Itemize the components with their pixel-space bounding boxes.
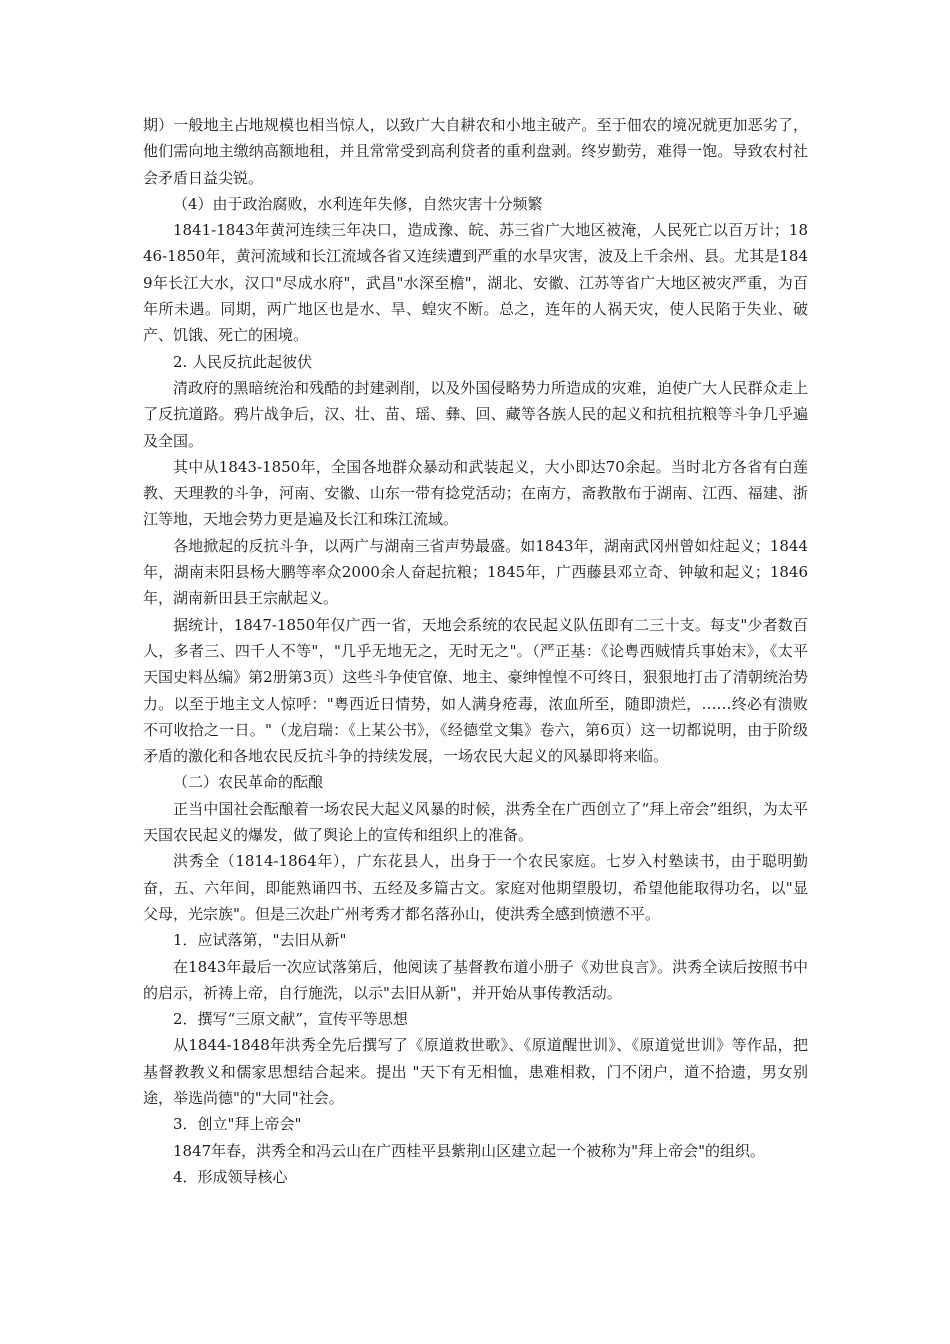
paragraph: 其中从1843-1850年，全国各地群众暴动和武装起义，大小即达70余起。当时北方各省有白莲教、天理教的斗争，河南、安徽、山东一带有捻党活动；在南方，斋教散布于湖南、江西、福建、浙江等地，天地会势力更是遍及长江和珠江流域。 <box>143 457 808 529</box>
paragraph: 各地掀起的反抗斗争，以两广与湖南三省声势最盛。如1843年，湖南武冈州曾如炷起义；1844年，湖南耒阳县杨大鹏等率众2000余人奋起抗粮；1845年，广西藤县邓立奇、钟敏和起义；1846年，湖南新田县王宗献起义。 <box>143 536 808 608</box>
paragraph: 据统计，1847-1850年仅广西一省，天地会系统的农民起义队伍即有二三十支。每支"少者数百人，多者三、四千人不等"，"几乎无地无之，无时无之"。（严正基：《论粤西贼情兵事始末》，《太平天国史料丛编》第2册第3页）这些斗争使官僚、地主、豪绅惶惶不可终日，狠狠地打击了清朝统治势力。以至于地主文人惊呼："粤西近日情势，如人满身疮毒，浓血所至，随即溃烂，……终必有溃败不可收拾之一日。"（龙启瑞：《上某公书》，《经德堂文集》卷六，第6页）这一切都说明，由于阶级矛盾的激化和各地农民反抗斗争的持续发展，一场农民大起义的风暴即将来临。 <box>143 615 808 766</box>
paragraph: 洪秀全（1814-1864年），广东花县人，出身于一个农民家庭。七岁入村塾读书，由于聪明勤奋，五、六年间，即能熟诵四书、五经及多篇古文。家庭对他期望殷切，希望他能取得功名，以"显父母，光宗族"。但是三次赴广州考秀才都名落孙山，使洪秀全感到愤懑不平。 <box>143 852 808 923</box>
paragraph: 1847年春，洪秀全和冯云山在广西桂平县紫荆山区建立起一个被称为"拜上帝会"的组织。 <box>173 1141 765 1160</box>
section-heading: 4．形成领导核心 <box>173 1167 288 1186</box>
section-heading: 2. 人民反抗此起彼伏 <box>173 352 313 371</box>
paragraph: 从1844-1848年洪秀全先后撰写了《原道救世歌》、《原道醒世训》、《原道觉世训》等作品，把基督教教义和儒家思想结合起来。提出 "天下有无相恤，患难相救，门不闭户，道不拾遗，男女别途，举选尚德"的"大同"社会。 <box>143 1036 808 1107</box>
section-heading: （4）由于政治腐败，水利连年失修，自然灾害十分频繁 <box>173 194 543 213</box>
paragraph: 正当中国社会酝酿着一场农民大起义风暴的时候，洪秀全在广西创立了“拜上帝会”组织，为太平天国农民起义的爆发，做了舆论上的宣传和组织上的准备。 <box>143 799 808 845</box>
section-heading: 1．应试落第，"去旧从新" <box>173 931 347 950</box>
section-heading: 2．撰写“三原文献”，宣传平等思想 <box>173 1010 408 1029</box>
paragraph: 在1843年最后一次应试落第后，他阅读了基督教布道小册子《劝世良言》。洪秀全读后按照书中的启示，祈祷上帝，自行施洗，以示"去旧从新"，并开始从事传教活动。 <box>143 957 808 1002</box>
paragraph: 清政府的黑暗统治和残酷的封建剥削，以及外国侵略势力所造成的灾难，迫使广大人民群众走上了反抗道路。鸦片战争后，汉、壮、苗、瑶、彝、回、藏等各族人民的起义和抗租抗粮等斗争几乎遍及全国。 <box>143 378 808 450</box>
section-heading: （二）农民革命的酝酿 <box>173 773 324 792</box>
document-body <box>143 112 808 1190</box>
paragraph: 期）一般地主占地规模也相当惊人，以致广大自耕农和小地主破产。至于佃农的境况就更加恶劣了，他们需向地主缴纳高额地租，并且常常受到高利贷者的重利盘剥。终岁勤劳，难得一饱。导致农村社会矛盾日益尖锐。 <box>143 116 808 187</box>
paragraph: 1841-1843年黄河连续三年决口，造成豫、皖、苏三省广大地区被淹，人民死亡以百万计；1846-1850年，黄河流域和长江流域各省又连续遭到严重的水旱灾害，波及上千余州、县。尤其是1849年长江大水，汉口"尽成水府"，武昌"水深至檐"，湖北、安徽、江苏等省广大地区被灾严重，为百年所未遇。同期，两广地区也是水、旱、蝗灾不断。总之，连年的人祸天灾，使人民陷于失业、破产、饥饿、死亡的困境。 <box>143 221 808 345</box>
section-heading: 3．创立"拜上帝会" <box>173 1115 302 1134</box>
